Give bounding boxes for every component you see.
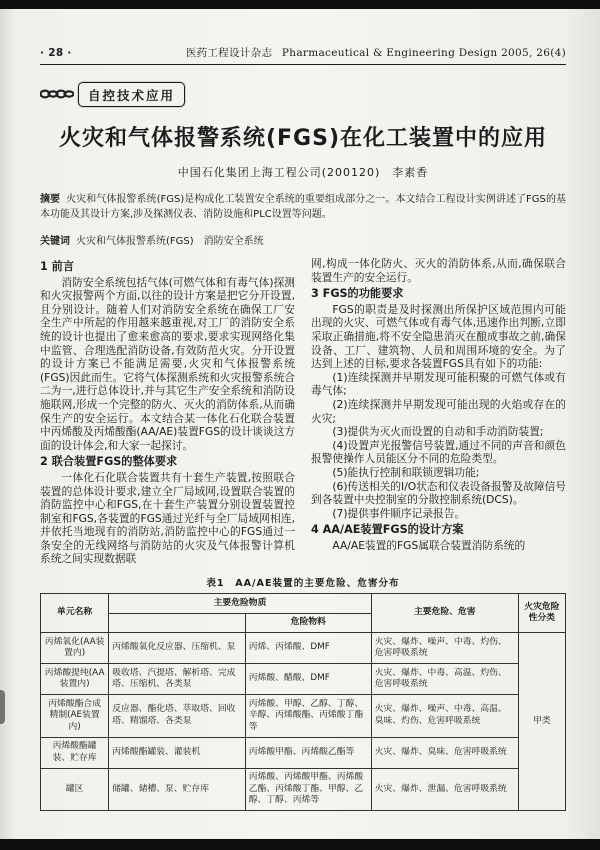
chain-decoration-icon xyxy=(40,86,74,102)
table-header-row xyxy=(41,594,566,614)
cell-locations: 丙烯酸氧化反应器、压缩机、泵 xyxy=(109,633,246,664)
column-badge-row xyxy=(40,80,566,108)
function-item-7: (7)提供事件顺序记录报告。 xyxy=(332,506,466,520)
keywords-text: 火灾和气体报警系统(FGS) 消防安全系统 xyxy=(76,236,264,247)
journal-title xyxy=(186,45,566,60)
table-row xyxy=(41,633,566,664)
cell-materials: 丙烯酸、醋酸、DMF xyxy=(245,664,371,695)
col-header-substances: 主要危险物质 xyxy=(109,594,372,614)
abstract-label: 摘要 xyxy=(40,194,61,205)
col-header-hazards: 主要危险、危害 xyxy=(371,594,518,633)
journal-title-en: Pharmaceutical & Engineering Design 2005, 26(4) xyxy=(281,47,566,59)
journal-title-cn: 医药工程设计杂志 xyxy=(185,47,273,59)
cell-hazards: 火灾、爆炸、泄漏、危害呼吸系统 xyxy=(371,768,518,811)
author-affiliation-line: 中国石化集团上海工程公司(200120) 李素香 xyxy=(177,166,429,179)
section-2-heading: 2 联合装置FGS的整体要求 xyxy=(40,455,178,469)
page-number: · 28 · xyxy=(40,47,72,59)
table-row xyxy=(41,737,566,768)
col-header-fire-class: 火灾危险性分类 xyxy=(518,594,565,633)
section-3-paragraph: FGS的职责是及时探测出所保护区域范围内可能出现的火灾、可燃气体或有毒气体,迅速作出判断,立即采取正确措施,将不安全隐患消灭在酿成事故之前,确保设备、工厂、建筑物、人员和周围环境的安全。为了达到上述的目标,要求各装置FGS具有如下的功能: xyxy=(311,302,566,371)
section-2-paragraph: 一体化石化联合装置共有十套生产装置,按照联合装置的总体设计要求,建立全厂局域网,设置联合装置的消防监控中心和FGS,在十套生产装置分别设置装置控制室和FGS,各装置的FGS通过光纤与全厂局域网相连,并依托当地现有的消防站,消防监控中心的FGS通过一条安全的无线网络与消防站的火灾及气体报警计算机系统之间实现数据联 xyxy=(40,470,295,566)
section-1-heading: 1 前言 xyxy=(40,260,75,273)
col-header-unit: 单元名称 xyxy=(41,594,109,633)
hazard-table xyxy=(40,593,566,811)
function-item-6: (6)传送相关的I/O状态和仪表设备报警及故障信号到各装置中央控制室的分散控制系统(DCS)。 xyxy=(311,479,566,507)
cell-unit: 丙烯酸酯罐装、贮存库 xyxy=(41,737,109,768)
cell-fire-class: 甲类 xyxy=(518,633,565,811)
cell-hazards: 火灾、爆炸、臭味、危害呼吸系统 xyxy=(371,737,518,768)
right-column xyxy=(311,257,566,566)
table-row xyxy=(41,695,566,738)
subheader-locations-empty xyxy=(109,613,246,633)
function-item-1: (1)连续探测并早期发现可能积聚的可燃气体或有毒气体; xyxy=(311,370,566,398)
cell-hazards: 火灾、爆炸、噪声、中毒、灼伤、危害呼吸系统 xyxy=(371,633,518,664)
function-item-5: (5)能执行控制和联锁逻辑功能; xyxy=(332,465,480,479)
cell-materials: 丙烯酸甲酯、丙烯酸乙酯等 xyxy=(245,737,371,768)
table-row xyxy=(41,664,566,695)
abstract-text: 火灾和气体报警系统(FGS)是构成化工装置安全系统的重要组成部分之一。本文结合工程设计实例讲述了FGS的基本功能及其设计方案,涉及探测仪表、消防设施和PLC设置等问题。 xyxy=(40,194,567,220)
table-row xyxy=(41,768,566,811)
table-caption: 表1 AA/AE装置的主要危险、危害分布 xyxy=(206,578,400,590)
function-item-2: (2)连续探测并早期发现可能出现的火焰或存在的火灾; xyxy=(311,397,566,425)
cell-materials: 丙烯、丙烯酸、DMF xyxy=(245,633,371,664)
running-header xyxy=(40,45,566,60)
left-column xyxy=(40,257,295,566)
page-content xyxy=(0,9,600,811)
cell-materials: 丙烯酸、丙烯酸甲酯、丙烯酸乙酯、丙烯酸丁酯、甲醇、乙醇、丁醇、丙烯等 xyxy=(245,768,371,811)
section-4-heading: 4 AA/AE装置FGS的设计方案 xyxy=(311,523,464,537)
subheader-materials: 危险物料 xyxy=(245,613,371,633)
column-badge: 自控技术应用 xyxy=(78,82,185,107)
function-item-4: (4)设置声光报警信号装置,通过不同的声音和颜色报警使操作人员能区分不同的危险类型。 xyxy=(311,438,566,466)
section-2-paragraph-continued: 网,构成一体化防火、灭火的消防体系,从而,确保联合装置生产的安全运行。 xyxy=(311,257,566,284)
two-column-body xyxy=(40,257,566,566)
header-rule xyxy=(40,64,566,65)
cell-locations: 丙烯酸酯罐装、灌装机 xyxy=(109,737,246,768)
cell-locations: 储罐、储槽、泵、贮存库 xyxy=(109,768,246,811)
article-title: 火灾和气体报警系统(FGS)在化工装置中的应用 xyxy=(58,126,548,151)
section-1-paragraph: 消防安全系统包括气体(可燃气体和有毒气体)探测和火灾报警两个方面,以往的设计方案是把它分开设置,且分别设计。随着人们对消防安全系统在确保工厂安全生产中所起的作用越来越重视,对工厂的消防安全系统的设计也提出了愈来愈高的要求,要求实现网络化集中监管、合理选配消防设备,有效防范火灾。分开设置的设计方案已不能满足需要,火灾和气体报警系统(FGS)因此而生。它将气体探测系统和火灾报警系统合二为一,进行总体设计,并与其它生产安全系统和消防设施联网,形成一个完整的防火、灭火的消防体系,从而确保生产的安全运行。本文结合某一体化石化联合装置中丙烯酸及丙烯酸酯(AA/AE)装置FGS的设计谈谈这方面的设计体会,和大家一起探讨。 xyxy=(40,275,295,452)
function-item-3: (3)提供为灭火而设置的自动和手动消防装置; xyxy=(332,425,544,439)
keywords-label: 关键词 xyxy=(40,236,70,247)
cell-hazards: 火灾、爆炸、中毒、高温、灼伤、危害呼吸系统 xyxy=(371,664,518,695)
cell-locations: 吸收塔、汽提塔、解析塔、完成塔、压缩机、各类泵 xyxy=(109,664,246,695)
cell-locations: 反应器、酯化塔、萃取塔、回收塔、精馏塔、各类泵 xyxy=(109,695,246,738)
cell-unit: 罐区 xyxy=(41,768,109,811)
section-3-heading: 3 FGS的功能要求 xyxy=(311,287,404,301)
keywords-line xyxy=(40,232,566,247)
cell-unit: 丙烯氧化(AA装置内) xyxy=(41,633,109,664)
scan-artifact-bottom-bar xyxy=(0,839,600,850)
cell-hazards: 火灾、爆炸、噪声、中毒、高温、臭味、灼伤、危害呼吸系统 xyxy=(371,695,518,738)
cell-unit: 丙烯酸酯合成精制(AE装置内) xyxy=(41,695,109,738)
cell-materials: 丙烯酸、甲醇、乙醇、丁醇、辛醇、丙烯酸酯、丙烯酸丁酯等 xyxy=(245,695,371,738)
cell-unit: 丙烯酸提纯(AA装置内) xyxy=(41,664,109,695)
scan-artifact-top-bar xyxy=(0,0,600,9)
abstract-paragraph xyxy=(40,193,566,222)
section-4-paragraph: AA/AE装置的FGS属联合装置消防系统的 xyxy=(332,538,526,552)
